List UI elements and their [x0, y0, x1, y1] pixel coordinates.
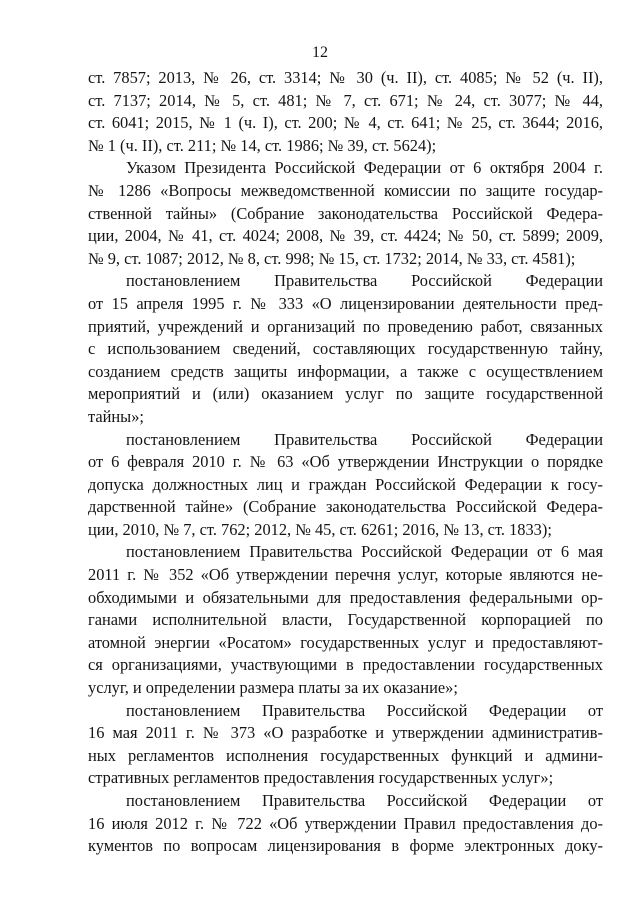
text-line: постановлением Правительства Российской Федерации от — [126, 791, 603, 810]
text-line: тайны»; — [88, 406, 144, 426]
text-line: дарственной тайне» (Собрание законодательства Российской Федера- — [88, 497, 603, 517]
paragraph — [88, 700, 603, 790]
text-line: ных регламентов исполнения государственных функций и админи- — [88, 745, 603, 765]
text-line: ции, 2004, № 41, ст. 4024; 2008, № 39, ст. 4424; № 50, ст. 5899; 2009, — [88, 226, 603, 246]
page-number: 12 — [312, 44, 328, 61]
text-line: 16 мая 2011 г. № 373 «О разработке и утверждении административ- — [88, 723, 603, 743]
text-line: от 6 февраля 2010 г. № 63 «Об утверждении Инструкции о порядке — [88, 452, 603, 472]
paragraph — [88, 429, 603, 542]
text-line: ст. 6041; 2015, № 1 (ч. I), ст. 200; № 4, ст. 641; № 25, ст. 3644; 2016, — [88, 113, 603, 133]
text-line: стративных регламентов предоставления государственных услуг»; — [88, 768, 554, 788]
paragraph — [88, 67, 603, 157]
text-line: созданием средств защиты информации, а также с осуществлением — [88, 361, 603, 381]
text-line: 2011 г. № 352 «Об утверждении перечня услуг, которые являются не- — [88, 565, 603, 585]
text-line: постановлением Правительства Российской Федерации — [126, 429, 603, 449]
text-line: ст. 7137; 2014, № 5, ст. 481; № 7, ст. 671; № 24, ст. 3077; № 44, — [88, 90, 603, 110]
text-line: приятий, учреждений и организаций по проведению работ, связанных — [88, 316, 603, 336]
paragraph — [88, 790, 603, 858]
text-line: постановлением Правительства Российской Федерации от 6 мая — [126, 542, 603, 562]
text-line: услуг, и определении размера платы за их оказание»; — [88, 678, 458, 698]
text-line: № 9, ст. 1087; 2012, № 8, ст. 998; № 15, ст. 1732; 2014, № 33, ст. 4581); — [88, 248, 576, 268]
document-body — [88, 67, 603, 858]
text-line: ст. 7857; 2013, № 26, ст. 3314; № 30 (ч. II), ст. 4085; № 52 (ч. II), — [88, 68, 603, 87]
text-line: допуска должностных лиц и граждан Российской Федерации к госу- — [88, 474, 603, 494]
text-line: Указом Президента Российской Федерации от 6 октября 2004 г. — [126, 158, 603, 178]
text-line: 16 июля 2012 г. № 722 «Об утверждении Правил предоставления до- — [88, 813, 603, 833]
text-line: ственной тайны» (Собрание законодательства Российской Федера- — [88, 203, 603, 223]
text-line: мероприятий и (или) оказанием услуг по защите государственной — [88, 384, 603, 404]
text-line: № 1 (ч. II), ст. 211; № 14, ст. 1986; № 39, ст. 5624); — [88, 135, 437, 155]
paragraph — [88, 270, 603, 428]
text-line: ся организациями, участвующими в предоставлении государственных — [88, 655, 603, 675]
text-line: кументов по вопросам лицензирования в форме электронных доку- — [88, 836, 603, 856]
paragraph — [88, 157, 603, 270]
text-line: постановлением Правительства Российской Федерации — [126, 271, 603, 291]
text-line: ции, 2010, № 7, ст. 762; 2012, № 45, ст. 6261; 2016, № 13, ст. 1833); — [88, 519, 552, 539]
text-line: атомной энергии «Росатом» государственных услуг и предоставляют- — [88, 632, 603, 652]
text-line: постановлением Правительства Российской Федерации от — [126, 700, 603, 720]
text-line: обходимыми и обязательными для предоставления федеральными ор- — [88, 587, 603, 607]
text-line: с использованием сведений, составляющих государственную тайну, — [88, 339, 603, 359]
text-line: от 15 апреля 1995 г. № 333 «О лицензировании деятельности пред- — [88, 293, 603, 313]
text-line: № 1286 «Вопросы межведомственной комиссии по защите государ- — [88, 180, 603, 200]
text-line: ганами исполнительной власти, Государственной корпорацией по — [88, 610, 603, 630]
paragraph — [88, 541, 603, 699]
